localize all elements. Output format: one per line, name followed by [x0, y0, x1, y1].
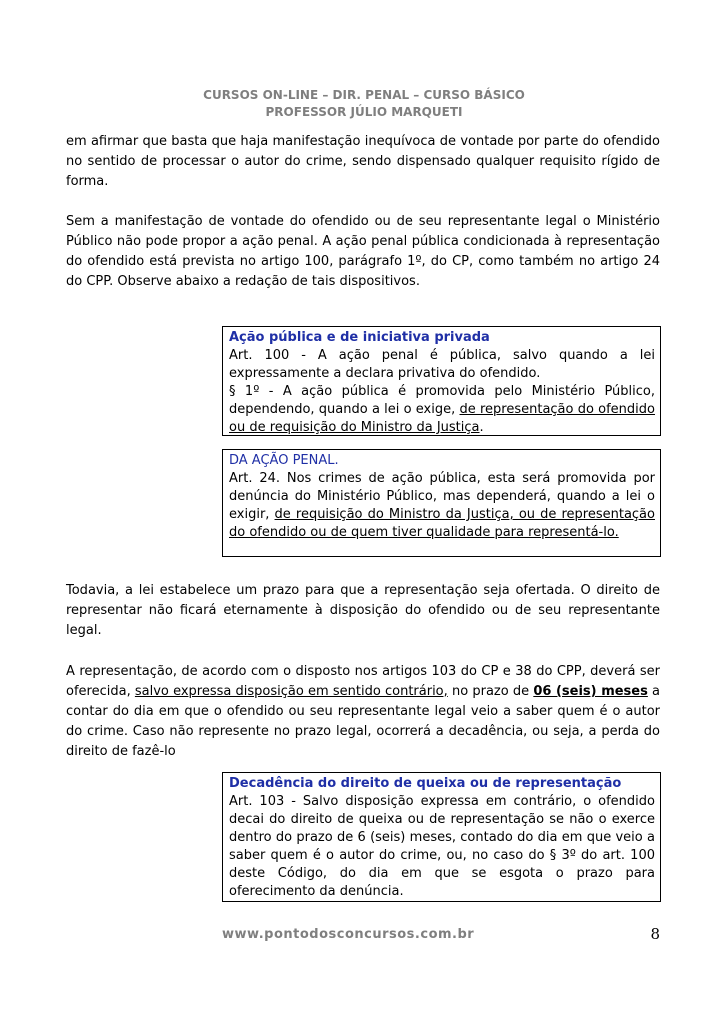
p4-underlined: salvo expressa disposição em sentido contrário,: [134, 684, 448, 699]
box-paragraph-underlined: de representação do ofendido ou de requisição do Ministro da Justiça: [229, 402, 655, 435]
header-professor: PROFESSOR JÚLIO MARQUETI: [265, 105, 463, 119]
paragraph-1: em afirmar que basta que haja manifestação inequívoca de vontade por parte do ofendido no sentido de processar o autor do crime, sendo dispensado qualquer requisito rígido de forma.: [66, 134, 660, 189]
paragraph-3: Todavia, a lei estabelece um prazo para que a representação seja ofertada. O direito de representar não ficará eternamente à disposição do ofendido ou de seu representante legal.: [66, 583, 660, 638]
box-paragraph-lead: § 1º - A ação pública é promovida pelo Ministério Público, dependendo, quando a lei o exige,: [229, 384, 655, 417]
paragraph-2: Sem a manifestação de vontade do ofendido ou de seu representante legal o Ministério Público não pode propor a ação penal. A ação penal pública condicionada à representação do ofendido está prevista no artigo 100, parágrafo 1º, do CP, como também no artigo 24 do CPP. Observe abaixo a redação de tais dispositivos.: [66, 214, 660, 289]
page-number: 8: [650, 925, 660, 943]
p4-deadline: 06 (seis) meses: [533, 684, 648, 699]
box-article-text: [229, 470, 655, 542]
p4-end: a contar do dia em que o ofendido ou seu representante legal veio a saber quem é o autor do crime. Caso não represente no prazo legal, ocorrerá a decadência, ou seja, a perda do direito de fazê-lo: [66, 684, 661, 759]
page-header: [0, 87, 728, 121]
footer-website: www.pontodosconcursos.com.br: [222, 927, 475, 942]
box-title: Ação pública e de iniciativa privada: [229, 330, 490, 345]
box-article-underlined: de requisição do Ministro da Justiça, ou de representação do ofendido ou de quem tiver qualidade para representá-lo.: [229, 507, 655, 540]
box-article-text: Art. 103 - Salvo disposição expressa em contrário, o ofendido decai do direito de queixa ou de representação se não o exerce dentro do prazo de 6 (seis) meses, contado do dia em que veio a saber quem é o autor do crime, ou, no caso do § 3º do art. 100 deste Código, do dia em que se esgota o prazo para oferecimento da denúncia.: [229, 794, 655, 899]
box-paragraph-text: [229, 383, 655, 437]
header-course-title: CURSOS ON-LINE – DIR. PENAL – CURSO BÁSICO: [203, 88, 525, 102]
box-paragraph-end: .: [479, 420, 484, 435]
legal-box-art-103: [222, 772, 661, 902]
legal-box-art-24: [222, 449, 661, 557]
box-title: Decadência do direito de queixa ou de representação: [229, 776, 622, 791]
p4-lead: A representação, de acordo com o disposto nos artigos 103 do CP e 38 do CPP, deverá ser oferecida,: [66, 664, 660, 699]
box-title: DA AÇÃO PENAL.: [229, 453, 339, 468]
box-article-text: Art. 100 - A ação penal é pública, salvo quando a lei expressamente a declara privativa do ofendido.: [229, 348, 655, 381]
paragraph-4: [66, 662, 660, 762]
legal-box-art-100: [222, 326, 661, 436]
p4-mid: no prazo de: [447, 684, 534, 699]
box-article-lead: Art. 24. Nos crimes de ação pública, esta será promovida por denúncia do Ministério Público, mas dependerá, quando a lei o exigir,: [229, 471, 655, 522]
